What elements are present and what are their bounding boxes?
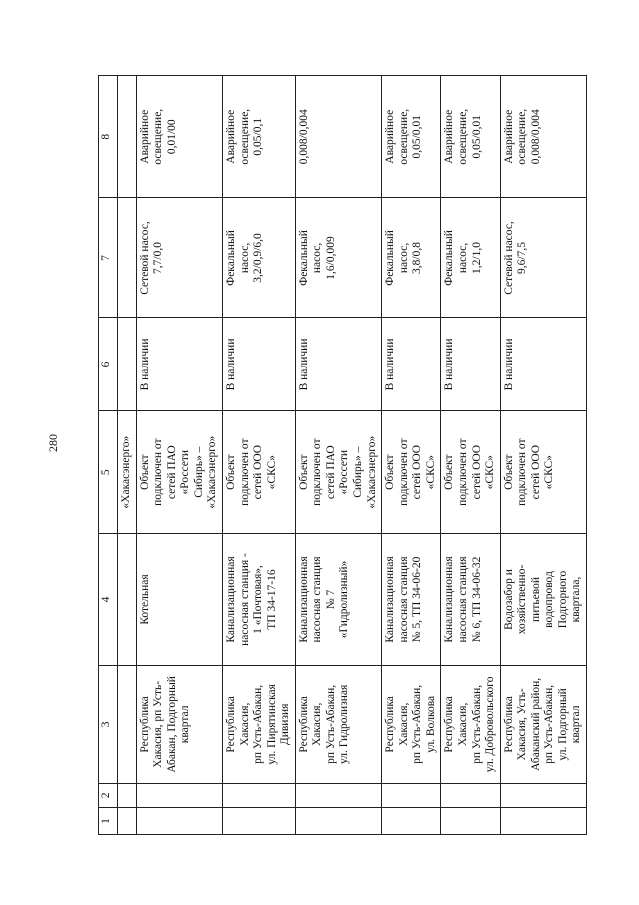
table-row	[441, 76, 500, 835]
table-cell-lighting: Аварийное освещение, 0,01/00	[136, 76, 222, 198]
table-cell-col-2	[382, 783, 441, 807]
page-number: 280	[46, 434, 60, 452]
table-cell-availability: В наличии	[441, 318, 500, 411]
table-cell-lighting: 0,008/0,004	[295, 76, 381, 198]
table-cell	[118, 808, 137, 835]
table-cell-connection: Объект подключен от сетей ООО «СКС»	[382, 411, 441, 533]
table-cell-object: Котельная	[136, 533, 222, 665]
table-cell-pump: Фекальный насос, 3,8/0,8	[382, 198, 441, 318]
table-cell-object: Канализационная насосная станция № 5, ТП 34-06-20	[382, 533, 441, 665]
table-cell-connection: Объект подключен от сетей ООО «СКС»	[222, 411, 295, 533]
rotated-table-wrapper	[98, 75, 583, 835]
table-row	[136, 76, 222, 835]
header-col-4: 4	[99, 533, 118, 665]
infrastructure-table	[98, 75, 587, 835]
table-row	[295, 76, 381, 835]
table-cell-col-2	[295, 783, 381, 807]
table-cell-col-2	[222, 783, 295, 807]
header-col-6: 6	[99, 318, 118, 411]
table-cell-address: Республика Хакасия, рп Усть-Абакан, ул. Добровольского	[441, 666, 500, 784]
table-cell-address: Республика Хакасия, рп Усть-Абакан, ул. Гидролизная	[295, 666, 381, 784]
table-cell-availability: В наличии	[295, 318, 381, 411]
table-cell-pump: Фекальный насос, 1,6/0,009	[295, 198, 381, 318]
header-col-3: 3	[99, 666, 118, 784]
table-cell-address: Республика Хакасия, рп Усть-Абакан, ул. Пирятинская Дивизия	[222, 666, 295, 784]
table-cell-connection: Объект подключен от сетей ООО «СКС»	[500, 411, 586, 533]
table-cell-continuation: «Хакасэнерго»	[118, 411, 137, 533]
table-cell	[118, 783, 137, 807]
header-col-2: 2	[99, 783, 118, 807]
table-row	[382, 76, 441, 835]
table-cell-pump: Сетевой насос, 7,7/0,0	[136, 198, 222, 318]
table-cell-connection: Объект подключен от сетей ООО «СКС»	[441, 411, 500, 533]
table-cell	[118, 666, 137, 784]
header-col-5: 5	[99, 411, 118, 533]
table-cell-col-1	[382, 808, 441, 835]
table-cell-object: Канализационная насосная станция - 1 «Почтовая», ТП 34-17-16	[222, 533, 295, 665]
table-header-row	[99, 76, 118, 835]
table-cell-col-2	[500, 783, 586, 807]
table-cell-address: Республика Хакасия, рп Усть-Абакан, ул. Волкова	[382, 666, 441, 784]
table-cell-lighting: Аварийное освещение, 0,05/0,01	[382, 76, 441, 198]
table-cell-col-1	[500, 808, 586, 835]
table-cell-object: Водозабор и хозяйственно- питьевой водопровод Подгорного квартала,	[500, 533, 586, 665]
table-cell-availability: В наличии	[500, 318, 586, 411]
table-cell-pump: Фекальный насос, 3,2/0,9/6,0	[222, 198, 295, 318]
table-cell-col-2	[136, 783, 222, 807]
table-cell-connection: Объект подключен от сетей ПАО «Россети Сибирь» – «Хакасэнерго»	[295, 411, 381, 533]
table-cell-address: Республика Хакасия, рп Усть- Абакан, Подгорный квартал	[136, 666, 222, 784]
table-cell-pump: Фекальный насос, 1,2/1,0	[441, 198, 500, 318]
table-cell-connection: Объект подключен от сетей ПАО «Россети Сибирь» – «Хакасэнерго»	[136, 411, 222, 533]
table-row	[222, 76, 295, 835]
header-col-1: 1	[99, 808, 118, 835]
header-col-7: 7	[99, 198, 118, 318]
table-cell-object: Канализационная насосная станция № 7 «Гидролизный»	[295, 533, 381, 665]
table-cell-col-1	[295, 808, 381, 835]
table-cell-lighting: Аварийное освещение, 0,05/0,01	[441, 76, 500, 198]
table-cell-availability: В наличии	[382, 318, 441, 411]
table-cell-pump: Сетевой насос, 9,6/7,5	[500, 198, 586, 318]
table-cell-lighting: Аварийное освещение, 0,05/0,1	[222, 76, 295, 198]
table-row-continuation	[118, 76, 137, 835]
table-cell-col-1	[222, 808, 295, 835]
table-cell-col-1	[136, 808, 222, 835]
table-cell-availability: В наличии	[222, 318, 295, 411]
table-row	[500, 76, 586, 835]
table-cell	[118, 76, 137, 198]
table-cell	[118, 533, 137, 665]
header-col-8: 8	[99, 76, 118, 198]
table-cell	[118, 198, 137, 318]
table-cell	[118, 318, 137, 411]
table-cell-lighting: Аварийное освещение, 0,008/0,004	[500, 76, 586, 198]
table-cell-address: Республика Хакасия, Усть- Абаканский район, рп Усть-Абакан, ул. Подгорный квартал	[500, 666, 586, 784]
table-cell-col-1	[441, 808, 500, 835]
table-cell-object: Канализационная насосная станция № 6, ТП 34-06-32	[441, 533, 500, 665]
table-cell-col-2	[441, 783, 500, 807]
table-cell-availability: В наличии	[136, 318, 222, 411]
